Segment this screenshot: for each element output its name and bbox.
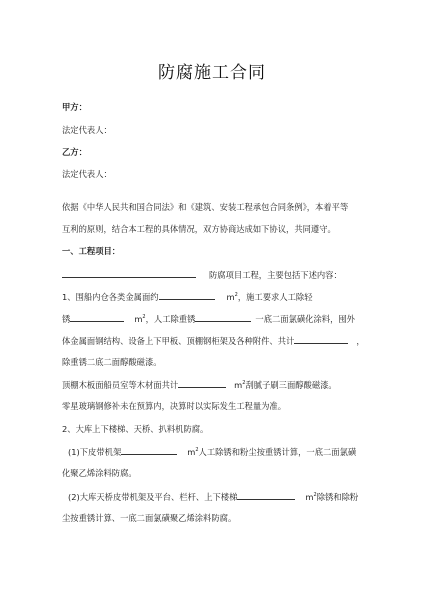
section-1-heading: 一、工程项目： xyxy=(62,246,121,256)
item-1-line-2: 锈 $m^2$，人工除重锈 一底二面氯磺化涂料，囤外 xyxy=(62,314,355,324)
sub-1-text-a: (1)下皮带机架 xyxy=(68,447,122,457)
wood-text-b: 刮腻子刷三面醇酸磁漆。 xyxy=(245,380,337,390)
item-1-line-3 xyxy=(62,334,365,347)
party-b-representative: 法定代表人： xyxy=(62,169,112,179)
item-2-sub-1-line-2: 化聚乙烯涂料防腐。 xyxy=(62,468,137,478)
blank-field xyxy=(121,445,177,455)
preamble-line-1: 依据《中华人民共和国合同法》和《建筑、安装工程承包合同条例》，本着平等 xyxy=(62,202,349,212)
item-1-line-1: 1、围船内仓各类金属面约 $m^2$，施工要求人工除轻 xyxy=(62,292,313,302)
unit-m2: m xyxy=(226,292,235,302)
blank-field xyxy=(195,312,251,322)
item-1-text-e: 一底二面氯磺化涂料，囤外 xyxy=(255,314,355,324)
item-1-text-d: ，人工除重锈 xyxy=(145,314,196,324)
sub-2-text-a: (2)大库天桥皮带机架及平台、栏杆、上下楼梯 xyxy=(68,492,238,502)
blank-field xyxy=(159,290,215,300)
unit-m2: m xyxy=(305,492,314,502)
document-title: 防腐施工合同 xyxy=(158,63,266,83)
item-1-text-c: 锈 xyxy=(62,314,71,324)
item-1-line-4: 除重锈二底二面醇酸磁漆。 xyxy=(62,357,162,367)
blank-field xyxy=(294,334,348,344)
item-1-text-f: 体金属面钢结构、设备上下甲板、顶棚钢柜架及各种附件、共计 xyxy=(62,336,295,346)
item-2-heading: 2、大库上下楼梯、天桥、扒料机防腐。 xyxy=(62,424,209,434)
blank-field xyxy=(237,490,295,500)
sub-2-text-b: 除锈和除粉 xyxy=(316,492,359,502)
unit-m2: m xyxy=(187,447,196,457)
item-1-text-g: ， xyxy=(356,336,365,346)
item-1-text-b: ，施工要求人工除轻 xyxy=(237,292,313,302)
wood-text-a: 顶棚木板面船员室等木材面共计 xyxy=(62,380,179,390)
unit-m2: m xyxy=(134,314,143,324)
wood-surface-line: 顶棚木板面船员室等木材面共计 $m^2$刮腻子刷三面醇酸磁漆。 xyxy=(62,380,337,390)
item-1-text-a: 1、围船内仓各类金属面约 xyxy=(62,292,159,302)
fiberglass-line: 零星玻璃钢修补未在预算内，决算时以实际发生工程量为准。 xyxy=(62,401,287,411)
blank-field xyxy=(70,312,124,322)
party-a-label: 甲方： xyxy=(62,102,87,112)
preamble-line-2: 互利的原则，结合本工程的具体情况，双方协商达成如下协议，共同遵守。 xyxy=(62,224,336,234)
unit-m2: m xyxy=(234,380,243,390)
project-name-blank xyxy=(62,268,196,278)
item-2-sub-2-line-1: (2)大库天桥皮带机架及平台、栏杆、上下楼梯 $m^2$除锈和除粉 xyxy=(68,492,359,502)
blank-field xyxy=(178,378,226,388)
item-2-sub-1-line-1: (1)下皮带机架 $m^2$人工除锈和粉尘按重锈计算，一底二面氯磺 xyxy=(68,447,357,457)
item-2-sub-2-line-2: 尘按重锈计算、一底二面氯磺聚乙烯涂料防腐。 xyxy=(62,513,237,523)
project-intro-line xyxy=(62,268,342,281)
party-a-representative: 法定代表人： xyxy=(62,125,112,135)
party-b-label: 乙方： xyxy=(62,147,87,157)
sub-1-text-b: 人工除锈和粉尘按重锈计算，一底二面氯磺 xyxy=(198,447,357,457)
project-intro-text: 防腐项目工程，主要包括下述内容： xyxy=(209,270,342,280)
